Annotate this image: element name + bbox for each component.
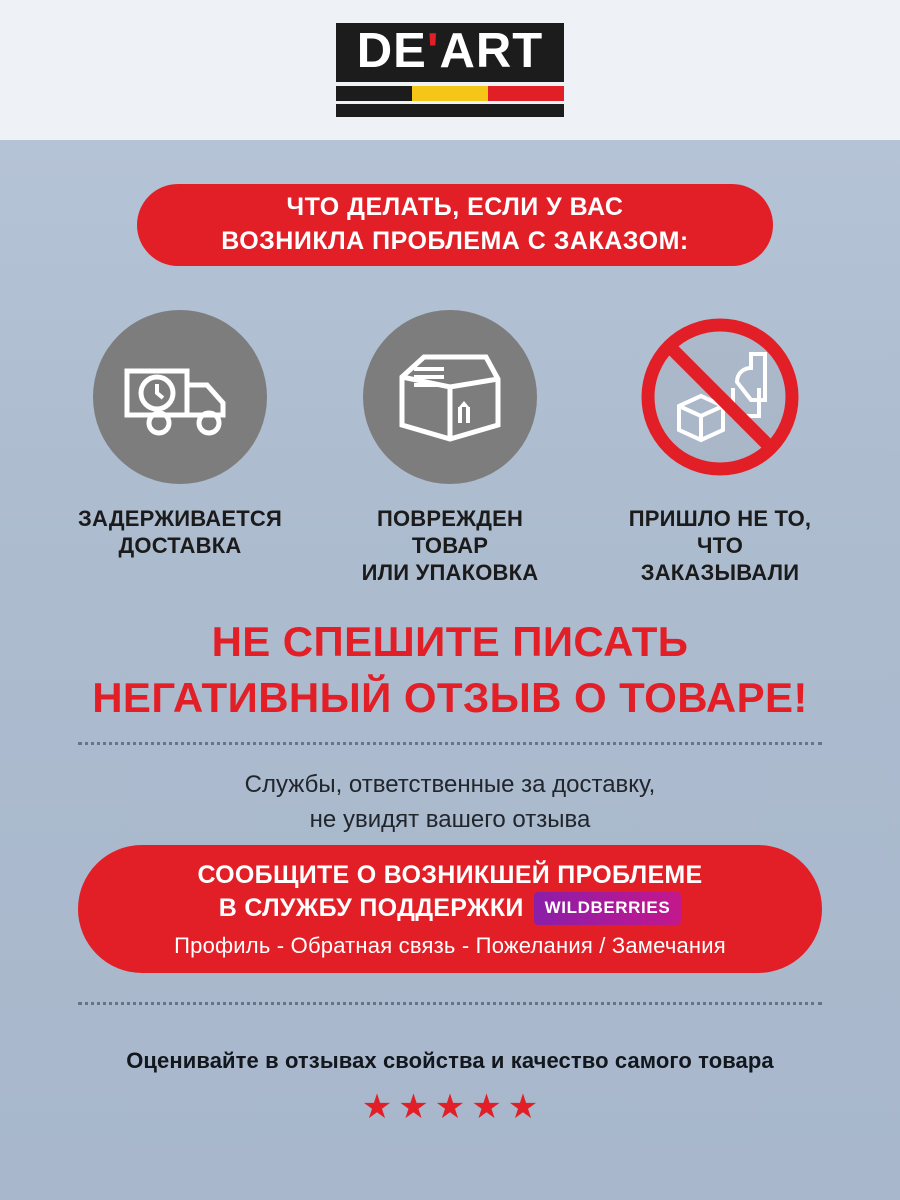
support-path: Профиль - Обратная связь - Пожелания / Замечания: [174, 932, 726, 958]
case-damaged-package-label: [346, 506, 554, 586]
stripe-gold: [412, 86, 488, 101]
support-line2: [219, 892, 682, 925]
case-wrong-item: [616, 310, 824, 586]
warning-subtext-line1: Службы, ответственные за доставку,: [244, 771, 656, 798]
warning-message: [0, 614, 900, 726]
support-banner: [78, 845, 822, 973]
case-wrong-item-label: [616, 506, 824, 586]
question-banner-line2: ВОЗНИКЛА ПРОБЛЕМА С ЗАКАЗОМ:: [221, 227, 689, 255]
brand-logo-underbar: [336, 104, 564, 117]
brand-logo-de: DE: [356, 24, 427, 78]
wildberries-badge: WILDBERRIES: [534, 892, 682, 925]
brand-logo-text: [336, 23, 564, 82]
stripe-black: [336, 86, 412, 101]
brand-logo-stripes: [336, 86, 564, 101]
wrong-item-prohibited-icon: [633, 310, 807, 484]
case-delivery-delayed: [76, 310, 284, 586]
star-icon: ★: [471, 1088, 502, 1126]
delivery-truck-clock-icon: [93, 310, 267, 484]
brand-logo-apostrophe: ': [426, 24, 440, 78]
case-label-line2: ИЛИ УПАКОВКА: [361, 559, 539, 585]
stripe-red: [488, 86, 564, 101]
header: [0, 0, 900, 140]
warning-line2: НЕГАТИВНЫЙ ОТЗЫВ О ТОВАРЕ!: [92, 673, 808, 721]
star-icon: ★: [434, 1088, 466, 1126]
star-icon: ★: [361, 1088, 393, 1126]
support-line2-text: В СЛУЖБУ ПОДДЕРЖКИ: [218, 894, 524, 922]
warning-subtext: [0, 768, 900, 838]
brand-logo-art: ART: [439, 24, 544, 78]
damaged-box-icon: [363, 310, 537, 484]
case-label-line1: ПОВРЕЖДЕН ТОВАР: [376, 506, 524, 558]
divider-bottom: [78, 1002, 822, 1005]
rating-stars: [0, 1090, 900, 1124]
footer-note: Оценивайте в отзывах свойства и качество самого товара: [126, 1048, 774, 1073]
case-label-line1: ЗАДЕРЖИВАЕТСЯ: [77, 506, 282, 531]
star-icon: ★: [398, 1088, 429, 1126]
cases-row: [0, 310, 900, 586]
star-icon: ★: [507, 1088, 539, 1126]
case-damaged-package: [346, 310, 554, 586]
case-delivery-delayed-label: [78, 506, 282, 560]
warning-subtext-line2: не увидят вашего отзыва: [309, 805, 591, 833]
question-banner-line1: ЧТО ДЕЛАТЬ, ЕСЛИ У ВАС: [286, 193, 624, 222]
case-label-line1: ПРИШЛО НЕ ТО,: [628, 506, 812, 531]
brand-logo: [336, 23, 564, 117]
case-label-line2: ЧТО ЗАКАЗЫВАЛИ: [640, 532, 800, 585]
question-banner: [137, 184, 773, 266]
case-label-line2: ДОСТАВКА: [118, 532, 242, 558]
support-line1: СООБЩИТЕ О ВОЗНИКШЕЙ ПРОБЛЕМЕ: [197, 861, 703, 890]
warning-line1: НЕ СПЕШИТЕ ПИСАТЬ: [211, 618, 689, 665]
divider-top: [78, 742, 822, 745]
